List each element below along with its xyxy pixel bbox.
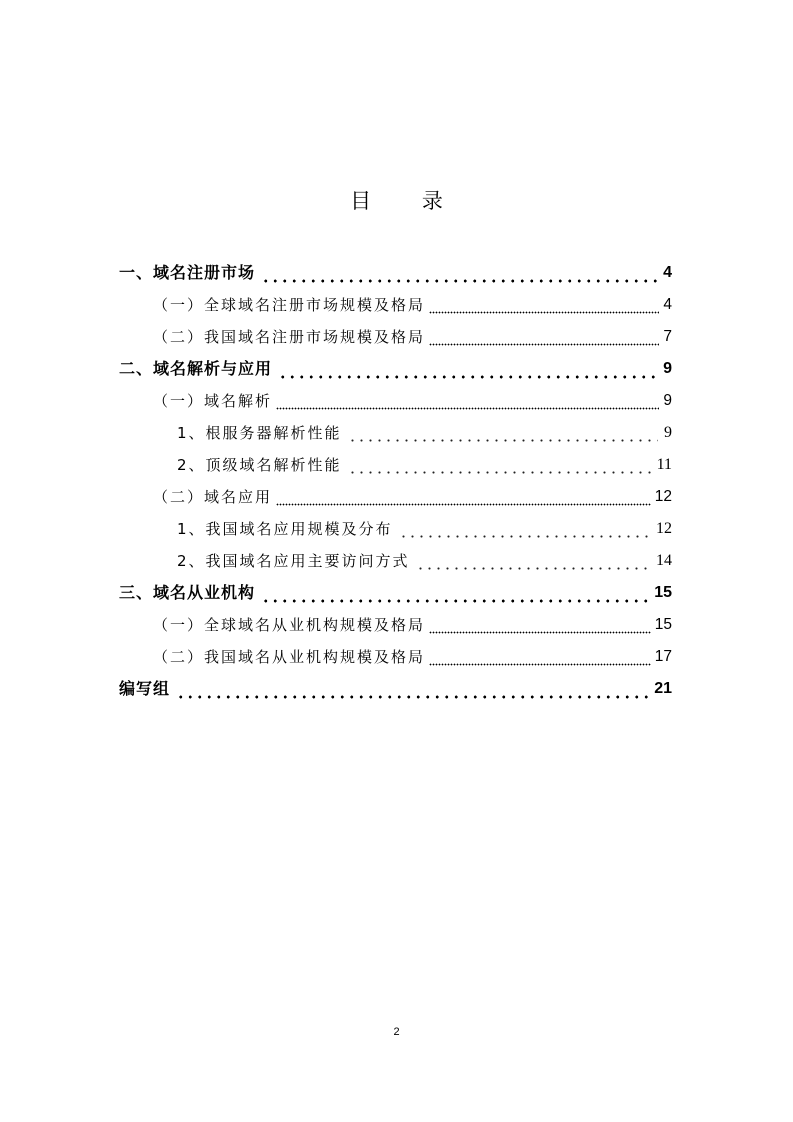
- toc-dot-leader: [429, 321, 659, 353]
- toc-entry-label: （二）我国域名从业机构规模及格局: [153, 648, 426, 666]
- toc-entry-page: 9: [663, 392, 672, 409]
- toc-entry-authors[interactable]: [119, 673, 672, 705]
- toc-dot-leader: [399, 513, 650, 545]
- toc-entry-section-1[interactable]: [119, 257, 672, 289]
- toc-entry-section-3-2[interactable]: [119, 641, 672, 673]
- toc-entry-section-2-1[interactable]: [119, 385, 672, 417]
- toc-entry-section-1-1[interactable]: [119, 289, 672, 321]
- toc-entry-section-2-1-2[interactable]: [119, 449, 672, 481]
- toc-entry-page: 21: [654, 680, 672, 697]
- toc-dot-leader: [429, 641, 651, 673]
- toc-dot-leader: [429, 289, 659, 321]
- toc-dot-leader: [261, 257, 657, 289]
- toc-entry-section-3[interactable]: [119, 577, 672, 609]
- toc-entry-page: 12: [656, 520, 672, 537]
- toc-entry-label: 2、顶级域名解析性能: [177, 456, 342, 474]
- toc-entry-page: 7: [663, 328, 672, 345]
- toc-entry-label: 二、域名解析与应用: [119, 359, 273, 378]
- toc-entry-label: 1、我国域名应用规模及分布: [177, 520, 393, 538]
- toc-entry-label: （一）全球域名从业机构规模及格局: [153, 616, 426, 634]
- toc-entry-page: 12: [654, 488, 672, 505]
- toc-entry-label: （一）域名解析: [153, 392, 273, 410]
- toc-dot-leader: [348, 417, 658, 449]
- toc-entry-section-3-1[interactable]: [119, 609, 672, 641]
- toc-entry-label: 编写组: [119, 679, 171, 698]
- toc-entry-page: 9: [664, 424, 672, 441]
- toc-entry-section-2-2-1[interactable]: [119, 513, 672, 545]
- toc-entry-label: 1、根服务器解析性能: [177, 424, 342, 442]
- toc-entry-page: 17: [654, 648, 672, 665]
- toc-entry-label: （一）全球域名注册市场规模及格局: [153, 296, 426, 314]
- toc-entry-label: （二）域名应用: [153, 488, 273, 506]
- toc-entry-page: 11: [656, 456, 672, 473]
- toc-dot-leader: [278, 353, 657, 385]
- toc-entry-page: 9: [663, 360, 672, 377]
- toc-title: 目 录: [350, 189, 465, 213]
- toc-dot-leader: [429, 609, 651, 641]
- toc-dot-leader: [416, 545, 650, 577]
- toc-entry-page: 15: [654, 584, 672, 601]
- toc-entry-section-2-2[interactable]: [119, 481, 672, 513]
- page-number: 2: [393, 1026, 400, 1038]
- toc-dot-leader: [176, 673, 648, 705]
- toc-dot-leader: [261, 577, 648, 609]
- toc-entry-label: （二）我国域名注册市场规模及格局: [153, 328, 426, 346]
- toc-entry-page: 4: [663, 296, 672, 313]
- toc-entry-section-1-2[interactable]: [119, 321, 672, 353]
- toc-dot-leader: [348, 449, 651, 481]
- table-of-contents: [119, 257, 672, 705]
- toc-dot-leader: [276, 481, 651, 513]
- toc-dot-leader: [276, 385, 659, 417]
- toc-entry-section-2-1-1[interactable]: [119, 417, 672, 449]
- toc-entry-label: 一、域名注册市场: [119, 263, 256, 282]
- toc-entry-label: 2、我国域名应用主要访问方式: [177, 552, 410, 570]
- toc-entry-label: 三、域名从业机构: [119, 583, 256, 602]
- toc-entry-page: 4: [663, 264, 672, 281]
- toc-entry-page: 15: [654, 616, 672, 633]
- toc-entry-section-2[interactable]: [119, 353, 672, 385]
- toc-entry-section-2-2-2[interactable]: [119, 545, 672, 577]
- toc-entry-page: 14: [656, 552, 672, 569]
